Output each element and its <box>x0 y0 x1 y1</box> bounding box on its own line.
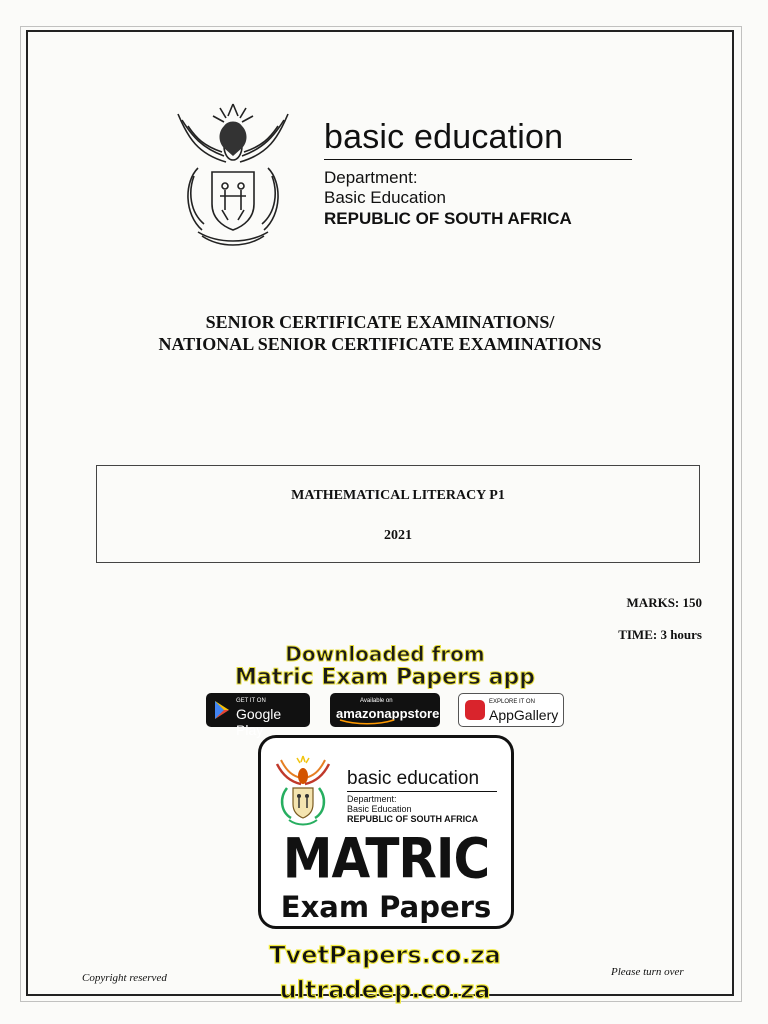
amazon-small-label: Available on <box>360 698 393 704</box>
matric-app-icon <box>258 735 514 929</box>
huawei-appgallery-badge[interactable] <box>458 693 564 727</box>
amazon-label: amazonappstore <box>336 706 440 721</box>
google-play-icon <box>214 700 230 720</box>
exam-title-line-1: SENIOR CERTIFICATE EXAMINATIONS/ <box>205 312 555 332</box>
app-department-name: basic education <box>347 768 497 792</box>
app-title: MATRIC <box>282 827 490 891</box>
amazon-appstore-badge[interactable] <box>330 693 440 727</box>
turn-over-notice: Please turn over <box>611 966 684 978</box>
department-line-2: Basic Education <box>324 188 446 207</box>
site-url-1[interactable]: TvetPapers.co.za <box>269 941 501 969</box>
google-play-small-label: GET IT ON <box>236 698 266 704</box>
site-url-2[interactable]: ultradeep.co.za <box>279 976 491 1004</box>
amazon-smile-icon <box>338 719 398 725</box>
department-name: basic education <box>324 118 632 160</box>
promo-line-1: Downloaded from <box>285 642 485 666</box>
app-department-line-3: REPUBLIC OF SOUTH AFRICA <box>347 814 479 824</box>
department-line-1: Department: <box>324 168 418 187</box>
time-label: TIME: 3 hours <box>618 627 702 642</box>
copyright-notice: Copyright reserved <box>82 972 167 984</box>
promo-line-2: Matric Exam Papers app <box>235 665 535 690</box>
subject-box <box>96 465 700 563</box>
marks-label: MARKS: 150 <box>626 595 702 610</box>
app-subtitle: Exam Papers <box>280 890 492 924</box>
department-block <box>324 118 632 230</box>
huawei-small-label: EXPLORE IT ON <box>489 699 535 705</box>
coat-of-arms-icon <box>168 98 298 246</box>
google-play-label: Google Play <box>236 706 282 738</box>
exam-title-line-2: NATIONAL SENIOR CERTIFICATE EXAMINATIONS <box>158 334 602 354</box>
huawei-icon <box>465 700 485 720</box>
department-line-3: REPUBLIC OF SOUTH AFRICA <box>324 209 572 228</box>
huawei-label: AppGallery <box>489 707 559 723</box>
app-department-line-1: Department: <box>347 794 397 804</box>
app-department-line-2: Basic Education <box>347 804 412 814</box>
exam-year: 2021 <box>384 528 412 543</box>
subject-title: MATHEMATICAL LITERACY P1 <box>291 488 505 503</box>
coat-of-arms-small-icon <box>273 752 333 826</box>
google-play-badge[interactable] <box>206 693 310 738</box>
